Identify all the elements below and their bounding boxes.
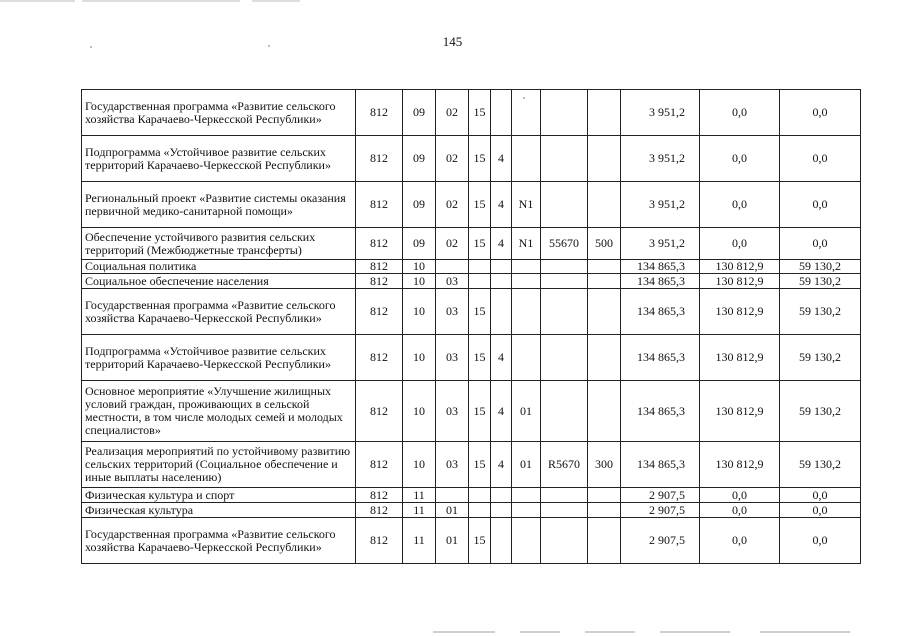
scan-artifact-bottom-line xyxy=(760,631,850,633)
cell-pr xyxy=(436,260,469,274)
cell-pr: 03 xyxy=(436,289,469,335)
cell-direction xyxy=(541,518,588,564)
cell-event xyxy=(512,335,541,381)
cell-amount-2: 0,0 xyxy=(700,518,780,564)
row-name: Социальное обеспечение населения xyxy=(82,274,356,289)
cell-direction xyxy=(541,274,588,289)
table-row xyxy=(82,442,861,488)
cell-grbs: 812 xyxy=(356,228,403,260)
table-row xyxy=(82,274,861,289)
cell-amount-3: 0,0 xyxy=(780,518,861,564)
cell-rz: 10 xyxy=(403,442,436,488)
cell-direction xyxy=(541,260,588,274)
cell-amount-3: 0,0 xyxy=(780,228,861,260)
table-row xyxy=(82,260,861,274)
cell-amount-1: 3 951,2 xyxy=(621,90,700,136)
cell-program xyxy=(469,274,491,289)
row-name: Физическая культура и спорт xyxy=(82,488,356,503)
cell-amount-2: 0,0 xyxy=(700,503,780,518)
cell-event xyxy=(512,289,541,335)
cell-pr: 03 xyxy=(436,274,469,289)
cell-amount-2: 0,0 xyxy=(700,182,780,228)
cell-direction xyxy=(541,381,588,442)
table-row xyxy=(82,503,861,518)
table-row xyxy=(82,90,861,136)
cell-amount-1: 134 865,3 xyxy=(621,289,700,335)
cell-grbs: 812 xyxy=(356,335,403,381)
cell-amount-3: 0,0 xyxy=(780,182,861,228)
cell-rz: 09 xyxy=(403,90,436,136)
cell-amount-3: 0,0 xyxy=(780,136,861,182)
cell-amount-3: 59 130,2 xyxy=(780,260,861,274)
cell-pr: 01 xyxy=(436,503,469,518)
cell-rz: 10 xyxy=(403,260,436,274)
cell-pr: 03 xyxy=(436,335,469,381)
cell-vr xyxy=(588,289,621,335)
cell-amount-2: 0,0 xyxy=(700,228,780,260)
cell-program xyxy=(469,260,491,274)
cell-amount-2: 130 812,9 xyxy=(700,442,780,488)
row-name: Физическая культура xyxy=(82,503,356,518)
table-row xyxy=(82,488,861,503)
cell-grbs: 812 xyxy=(356,518,403,564)
cell-rz: 09 xyxy=(403,182,436,228)
cell-amount-2: 0,0 xyxy=(700,136,780,182)
cell-subprogram: 4 xyxy=(491,228,512,260)
cell-amount-1: 2 907,5 xyxy=(621,488,700,503)
cell-amount-3: 59 130,2 xyxy=(780,442,861,488)
row-name: Подпрограмма «Устойчивое развитие сельских территорий Карачаево-Черкесской Республики» xyxy=(82,136,356,182)
cell-subprogram xyxy=(491,274,512,289)
cell-vr xyxy=(588,518,621,564)
cell-direction xyxy=(541,90,588,136)
cell-amount-2: 0,0 xyxy=(700,90,780,136)
cell-grbs: 812 xyxy=(356,90,403,136)
cell-amount-3: 0,0 xyxy=(780,488,861,503)
cell-amount-1: 134 865,3 xyxy=(621,335,700,381)
cell-pr: 02 xyxy=(436,90,469,136)
cell-grbs: 812 xyxy=(356,488,403,503)
cell-rz: 11 xyxy=(403,488,436,503)
cell-vr: 300 xyxy=(588,442,621,488)
row-name: Государственная программа «Развитие сельского хозяйства Карачаево-Черкесской Республики» xyxy=(82,518,356,564)
cell-subprogram: 4 xyxy=(491,335,512,381)
cell-program: 15 xyxy=(469,182,491,228)
cell-subprogram xyxy=(491,289,512,335)
cell-vr xyxy=(588,503,621,518)
table-row xyxy=(82,228,861,260)
cell-program: 15 xyxy=(469,335,491,381)
cell-amount-3: 59 130,2 xyxy=(780,335,861,381)
cell-vr xyxy=(588,488,621,503)
cell-event: 01 xyxy=(512,442,541,488)
cell-amount-1: 134 865,3 xyxy=(621,260,700,274)
cell-grbs: 812 xyxy=(356,136,403,182)
page-number: 145 xyxy=(442,34,463,49)
cell-amount-3: 59 130,2 xyxy=(780,381,861,442)
cell-vr: 500 xyxy=(588,228,621,260)
cell-pr: 02 xyxy=(436,136,469,182)
cell-direction xyxy=(541,488,588,503)
cell-program: 15 xyxy=(469,228,491,260)
cell-rz: 10 xyxy=(403,274,436,289)
cell-subprogram xyxy=(491,503,512,518)
table-row xyxy=(82,381,861,442)
cell-vr xyxy=(588,274,621,289)
cell-direction xyxy=(541,289,588,335)
cell-event xyxy=(512,518,541,564)
cell-event: N1 xyxy=(512,228,541,260)
cell-amount-1: 3 951,2 xyxy=(621,182,700,228)
row-name: Основное мероприятие «Улучшение жилищных условий граждан, проживающих в сельской местности, в том числе молодых семей и молодых специалистов» xyxy=(82,381,356,442)
row-name: Социальная политика xyxy=(82,260,356,274)
table-body xyxy=(82,90,861,564)
cell-direction xyxy=(541,136,588,182)
cell-vr xyxy=(588,335,621,381)
cell-amount-2: 130 812,9 xyxy=(700,260,780,274)
cell-pr xyxy=(436,488,469,503)
cell-amount-1: 2 907,5 xyxy=(621,503,700,518)
cell-rz: 10 xyxy=(403,335,436,381)
scan-artifact-bottom-line xyxy=(660,631,730,633)
cell-program: 15 xyxy=(469,381,491,442)
cell-event xyxy=(512,260,541,274)
cell-rz: 09 xyxy=(403,228,436,260)
cell-amount-2: 130 812,9 xyxy=(700,335,780,381)
cell-subprogram: 4 xyxy=(491,182,512,228)
row-name: Государственная программа «Развитие сельского хозяйства Карачаево-Черкесской Республики» xyxy=(82,90,356,136)
row-name: Обеспечение устойчивого развития сельских территорий (Межбюджетные трансферты) xyxy=(82,228,356,260)
cell-grbs: 812 xyxy=(356,182,403,228)
row-name: Региональный проект «Развитие системы оказания первичной медико-санитарной помощи» xyxy=(82,182,356,228)
cell-pr: 03 xyxy=(436,442,469,488)
table-row xyxy=(82,518,861,564)
cell-vr xyxy=(588,136,621,182)
cell-vr xyxy=(588,182,621,228)
cell-event: N1 xyxy=(512,182,541,228)
cell-rz: 10 xyxy=(403,381,436,442)
cell-subprogram: 4 xyxy=(491,136,512,182)
scan-artifact-top-line xyxy=(0,0,300,2)
cell-subprogram: 4 xyxy=(491,381,512,442)
cell-amount-3: 0,0 xyxy=(780,90,861,136)
scan-artifact-bottom-line xyxy=(433,631,495,633)
table-row xyxy=(82,289,861,335)
cell-rz: 10 xyxy=(403,289,436,335)
scan-artifact-bottom-line xyxy=(585,631,635,633)
cell-event xyxy=(512,274,541,289)
cell-rz: 09 xyxy=(403,136,436,182)
cell-subprogram: 4 xyxy=(491,442,512,488)
cell-program xyxy=(469,503,491,518)
cell-grbs: 812 xyxy=(356,381,403,442)
cell-program: 15 xyxy=(469,90,491,136)
table-row xyxy=(82,136,861,182)
cell-amount-3: 59 130,2 xyxy=(780,289,861,335)
cell-amount-2: 130 812,9 xyxy=(700,381,780,442)
row-name: Реализация мероприятий по устойчивому развитию сельских территорий (Социальное обеспечение и иные выплаты населению) xyxy=(82,442,356,488)
cell-pr: 02 xyxy=(436,182,469,228)
cell-program: 15 xyxy=(469,289,491,335)
cell-event xyxy=(512,503,541,518)
cell-amount-1: 3 951,2 xyxy=(621,136,700,182)
cell-subprogram xyxy=(491,260,512,274)
cell-program: 15 xyxy=(469,518,491,564)
cell-amount-2: 130 812,9 xyxy=(700,289,780,335)
cell-vr xyxy=(588,90,621,136)
cell-amount-3: 59 130,2 xyxy=(780,274,861,289)
cell-vr xyxy=(588,260,621,274)
cell-vr xyxy=(588,381,621,442)
cell-grbs: 812 xyxy=(356,260,403,274)
cell-rz: 11 xyxy=(403,503,436,518)
cell-subprogram xyxy=(491,488,512,503)
cell-pr: 03 xyxy=(436,381,469,442)
table-row xyxy=(82,182,861,228)
cell-program xyxy=(469,488,491,503)
budget-table xyxy=(81,89,861,564)
cell-amount-1: 3 951,2 xyxy=(621,228,700,260)
cell-amount-1: 134 865,3 xyxy=(621,442,700,488)
cell-pr: 02 xyxy=(436,228,469,260)
cell-direction xyxy=(541,503,588,518)
cell-event xyxy=(512,136,541,182)
cell-direction: 55670 xyxy=(541,228,588,260)
cell-event xyxy=(512,90,541,136)
cell-amount-1: 2 907,5 xyxy=(621,518,700,564)
cell-grbs: 812 xyxy=(356,442,403,488)
cell-program: 15 xyxy=(469,442,491,488)
cell-subprogram xyxy=(491,90,512,136)
cell-direction xyxy=(541,182,588,228)
table-row xyxy=(82,335,861,381)
cell-grbs: 812 xyxy=(356,289,403,335)
cell-amount-1: 134 865,3 xyxy=(621,274,700,289)
row-name: Государственная программа «Развитие сельского хозяйства Карачаево-Черкесской Республики» xyxy=(82,289,356,335)
cell-direction xyxy=(541,335,588,381)
cell-event: 01 xyxy=(512,381,541,442)
cell-amount-3: 0,0 xyxy=(780,503,861,518)
cell-subprogram xyxy=(491,518,512,564)
cell-amount-2: 130 812,9 xyxy=(700,274,780,289)
scan-artifact-bottom-line xyxy=(520,631,560,633)
row-name: Подпрограмма «Устойчивое развитие сельских территорий Карачаево-Черкесской Республики» xyxy=(82,335,356,381)
cell-grbs: 812 xyxy=(356,274,403,289)
cell-program: 15 xyxy=(469,136,491,182)
cell-amount-1: 134 865,3 xyxy=(621,381,700,442)
cell-pr: 01 xyxy=(436,518,469,564)
cell-amount-2: 0,0 xyxy=(700,488,780,503)
cell-direction: R5670 xyxy=(541,442,588,488)
cell-rz: 11 xyxy=(403,518,436,564)
cell-event xyxy=(512,488,541,503)
cell-grbs: 812 xyxy=(356,503,403,518)
